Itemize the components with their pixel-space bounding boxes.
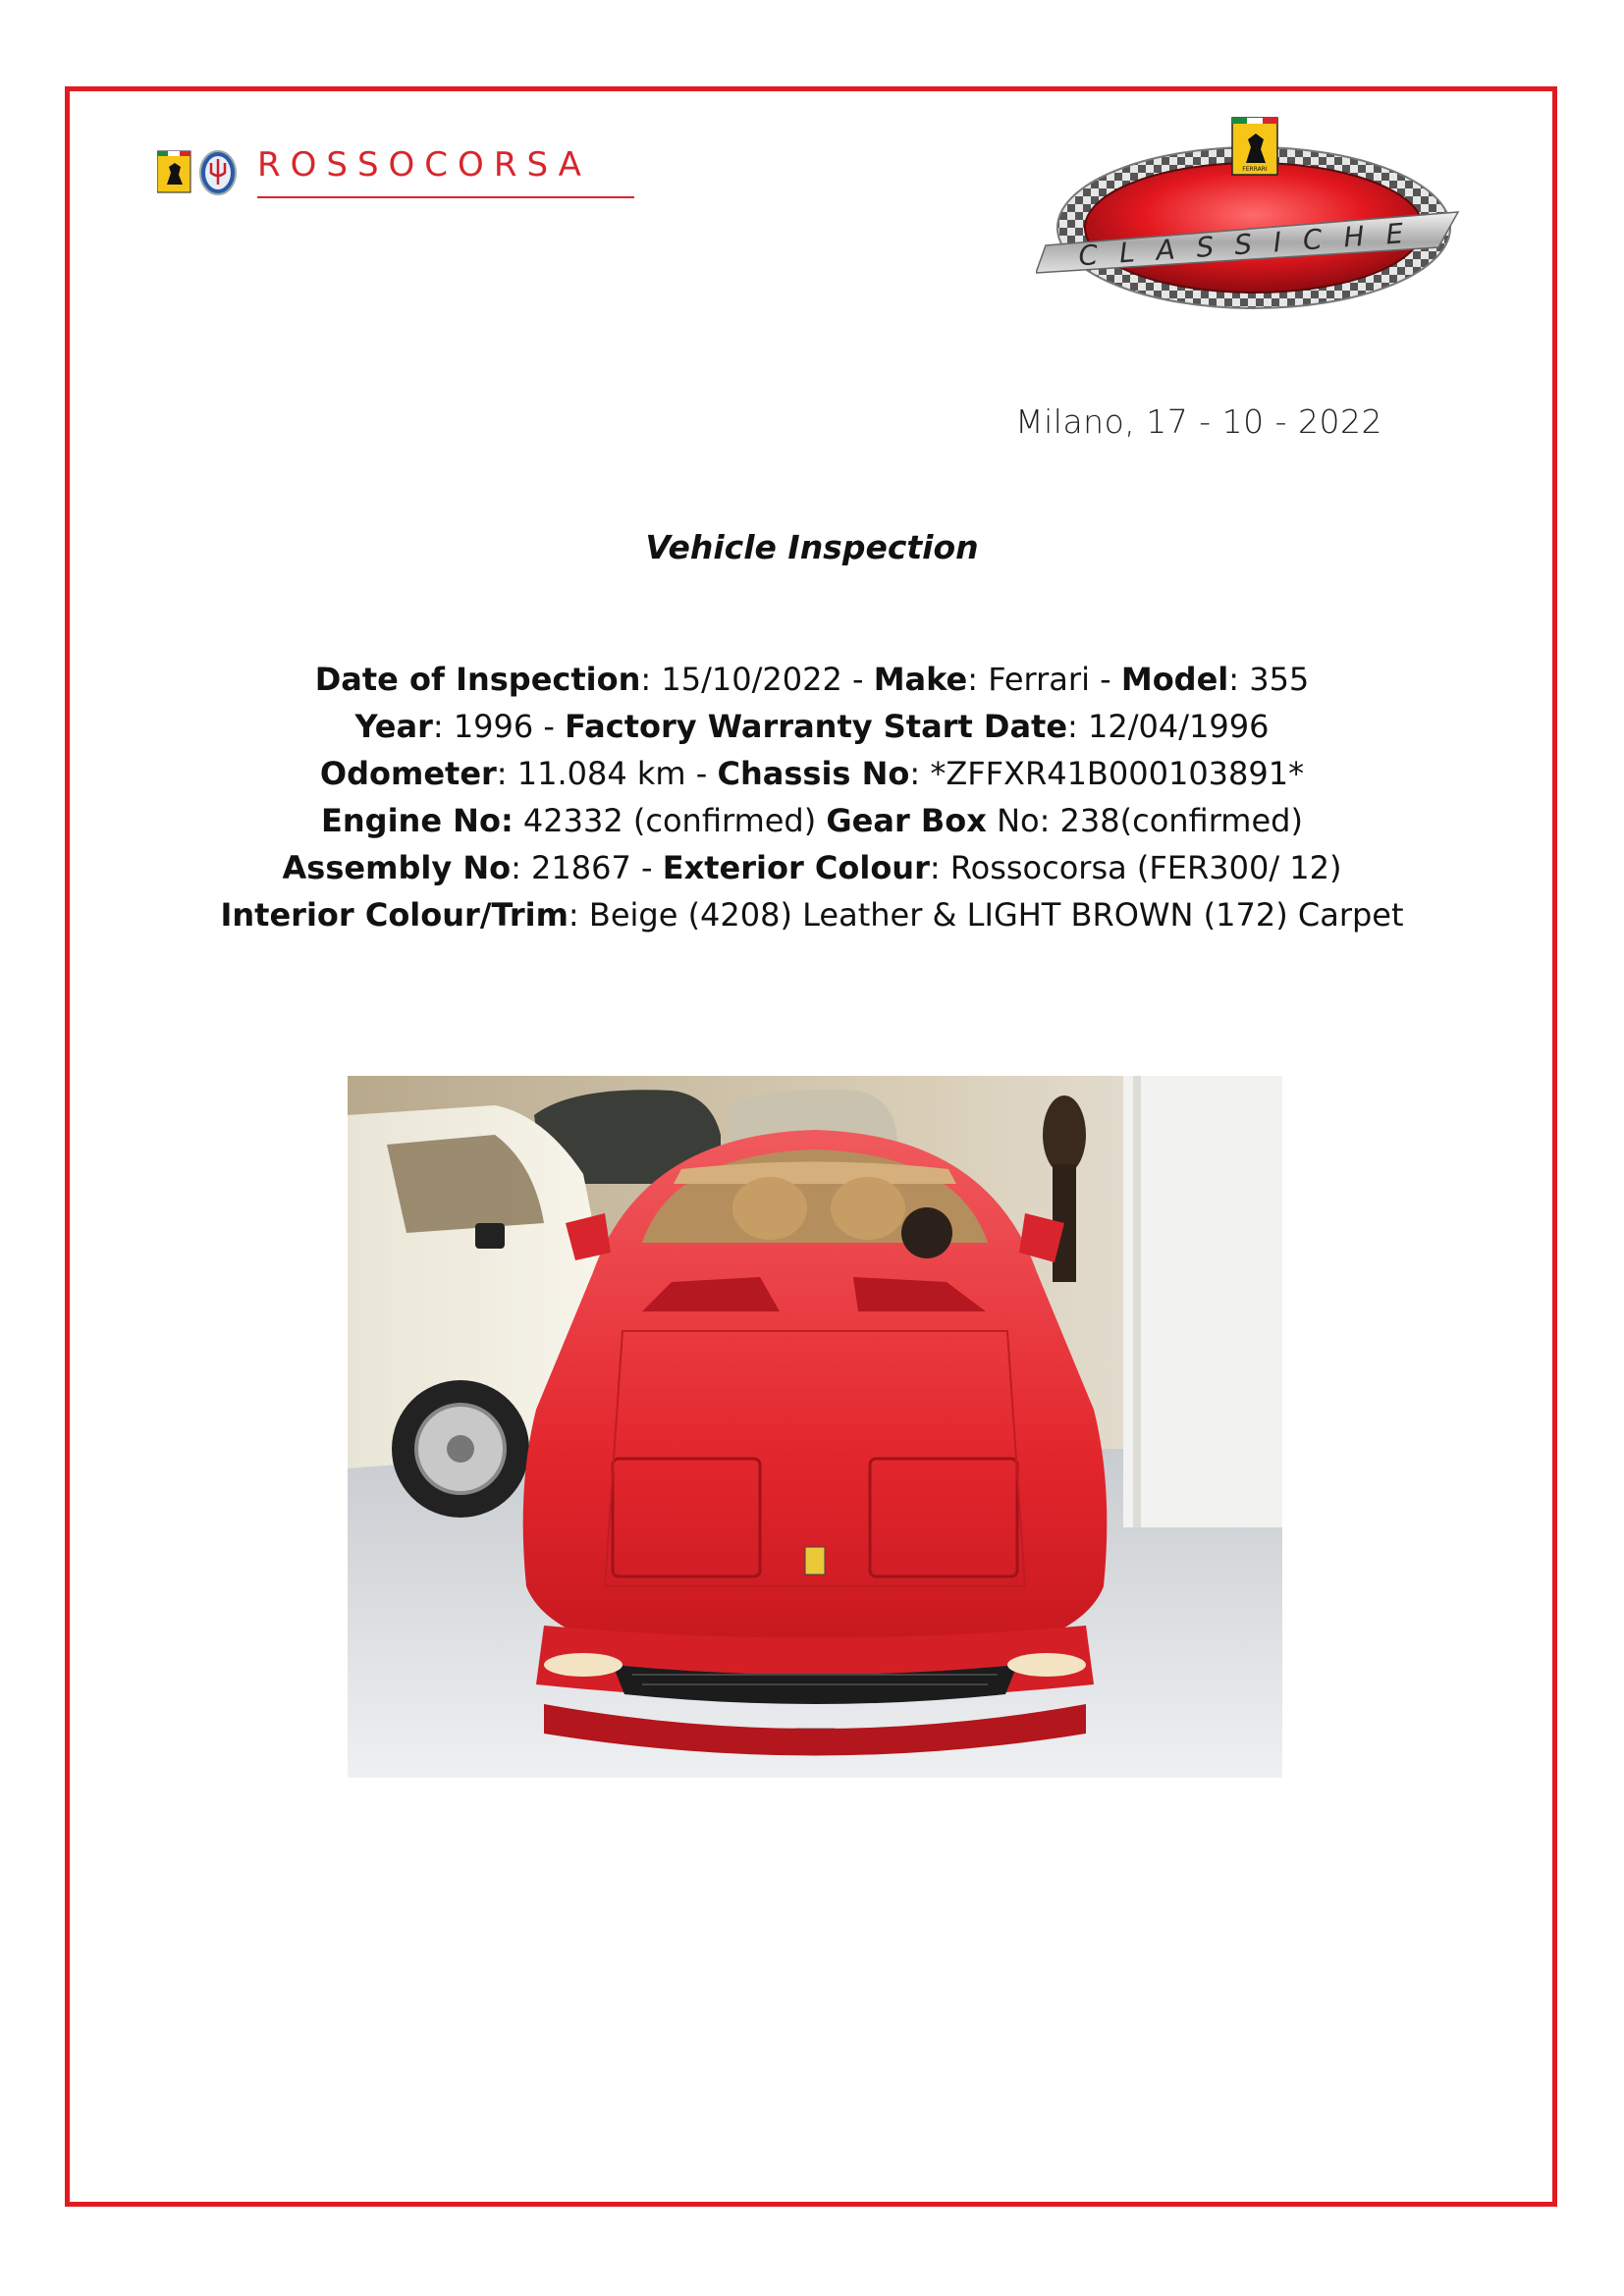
exterior-label: Exterior Colour: [662, 849, 930, 886]
rossocorsa-logo: [157, 145, 638, 204]
interior-value: : Beige (4208) Leather & LIGHT BROWN (172) Carpet: [568, 896, 1404, 934]
ferrari-badge-icon: [1232, 118, 1277, 175]
place-date: Milano, 17 - 10 - 2022: [1015, 402, 1382, 441]
make-label: Make: [873, 661, 968, 698]
ferrari-front-view-image: [348, 1076, 1282, 1778]
odometer-value: : 11.084 km -: [496, 755, 718, 792]
brand-name: ROSSOCORSA: [257, 145, 591, 185]
details-line-4: [0, 797, 1624, 844]
interior-label: Interior Colour/Trim: [220, 896, 568, 934]
assembly-label: Assembly No: [282, 849, 512, 886]
dealer-emblems: [157, 145, 255, 204]
model-label: Model: [1120, 661, 1229, 698]
details-line-3: [0, 750, 1624, 797]
year-value: : 1996 -: [432, 708, 566, 745]
ferrari-shield-icon: [157, 151, 190, 192]
gearbox-label: Gear Box: [826, 802, 987, 839]
date-of-inspection-value: : 15/10/2022 -: [640, 661, 874, 698]
year-label: Year: [354, 708, 433, 745]
brand-underline: [257, 196, 634, 198]
engine-label: Engine No:: [321, 802, 514, 839]
model-value: : 355: [1228, 661, 1310, 698]
vehicle-details: [0, 656, 1624, 938]
details-line-1: [0, 656, 1624, 703]
details-line-2: [0, 703, 1624, 750]
make-value: : Ferrari -: [967, 661, 1121, 698]
document-title: Vehicle Inspection: [645, 528, 979, 566]
car-photo: [348, 1076, 1282, 1778]
assembly-value: : 21867 -: [511, 849, 663, 886]
details-line-5: [0, 844, 1624, 891]
gearbox-value: No: 238(confirmed): [986, 802, 1303, 839]
classiche-label: CLASSICHE: [1077, 215, 1427, 273]
date-of-inspection-label: Date of Inspection: [314, 661, 641, 698]
maserati-emblem-icon: [200, 151, 236, 194]
engine-value: 42332 (confirmed): [513, 802, 827, 839]
chassis-label: Chassis No: [717, 755, 910, 792]
badge-text: FERRARI: [1242, 166, 1268, 173]
ferrari-classiche-logo: [1036, 110, 1468, 316]
exterior-value: : Rossocorsa (FER300/ 12): [929, 849, 1342, 886]
chassis-value: : *ZFFXR41B000103891*: [909, 755, 1305, 792]
warranty-label: Factory Warranty Start Date: [565, 708, 1068, 745]
warranty-value: : 12/04/1996: [1067, 708, 1270, 745]
classiche-emblem: [1036, 110, 1468, 316]
details-line-6: [0, 891, 1624, 938]
odometer-label: Odometer: [319, 755, 497, 792]
